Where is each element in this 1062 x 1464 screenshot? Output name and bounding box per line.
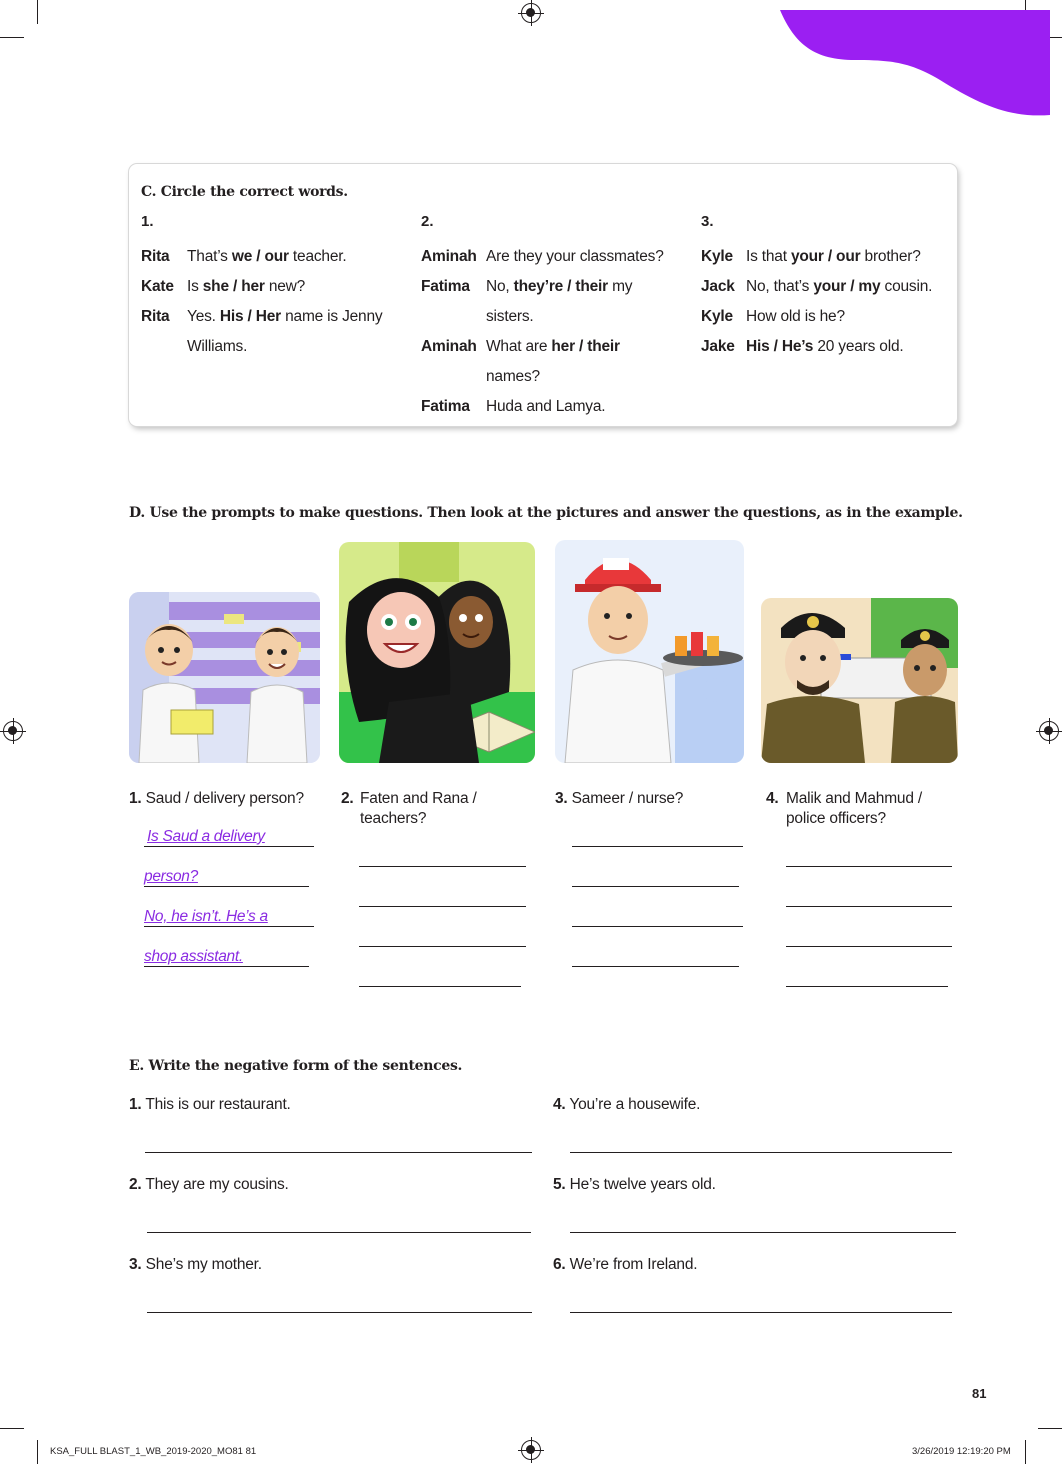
sentence-5: 5. He’s twelve years old. <box>553 1176 716 1193</box>
dialogue-line: Williams. <box>141 332 411 362</box>
circle-option[interactable]: your / my <box>813 278 881 295</box>
speaker-name <box>141 332 187 362</box>
dialogue-line: Fatima No, they’re / their my <box>421 272 691 302</box>
section-d-title: D. Use the prompts to make questions. Then look at the pictures and answer the questions, as in the example. <box>129 505 963 521</box>
speaker-name: Jack <box>701 278 735 295</box>
registration-mark-icon <box>521 1440 541 1460</box>
dialogue-line: Rita Yes. His / Her name is Jenny <box>141 302 411 332</box>
dialogue-line: Jake His / He’s 20 years old. <box>701 332 951 362</box>
purple-corner-decoration <box>780 10 1050 118</box>
answer-line[interactable] <box>570 1152 952 1153</box>
sentence-2: 2. They are my cousins. <box>129 1176 289 1193</box>
answer-line[interactable] <box>572 846 743 847</box>
prompt-3: 3. Sameer / nurse? <box>555 790 684 807</box>
crop-mark <box>37 0 38 24</box>
footer-file-info: KSA_FULL BLAST_1_WB_2019-2020_MO81 81 <box>50 1446 257 1457</box>
registration-mark-icon <box>1039 721 1059 741</box>
answer-line[interactable] <box>786 866 952 867</box>
circle-option[interactable]: your / our <box>790 248 861 265</box>
speaker-name: Kate <box>141 278 174 295</box>
dialogue-line: Kyle Is that your / our brother? <box>701 242 951 272</box>
answer-line[interactable] <box>572 966 739 967</box>
crop-mark <box>1038 1428 1062 1429</box>
speaker-name: Aminah <box>421 338 477 355</box>
circle-option[interactable]: they’re / their <box>513 278 608 295</box>
speaker-name: Fatima <box>421 278 470 295</box>
sentence-3: 3. She’s my mother. <box>129 1256 262 1273</box>
section-c-box <box>129 164 957 426</box>
dialogue-line: Rita That’s we / our teacher. <box>141 242 411 272</box>
answer-line[interactable] <box>786 946 952 947</box>
answer-line[interactable] <box>147 1312 532 1313</box>
sentence-4: 4. You’re a housewife. <box>553 1096 701 1113</box>
dialogue-line: Kyle How old is he? <box>701 302 951 332</box>
circle-option[interactable]: her / their <box>551 338 620 355</box>
speaker-name <box>421 362 486 392</box>
answer-line[interactable] <box>147 1232 531 1233</box>
example-answer-line: No, he isn’t. He’s a <box>144 908 268 925</box>
section-c-column-1 <box>141 212 411 362</box>
answer-line[interactable] <box>786 906 952 907</box>
police-officers-picture <box>761 598 958 763</box>
answer-line[interactable] <box>570 1232 956 1233</box>
waiter-with-tray-picture <box>555 540 744 763</box>
sentence-6: 6. We’re from Ireland. <box>553 1256 698 1273</box>
item-number: 2. <box>421 213 434 230</box>
dialogue-line: Jack No, that’s your / my cousin. <box>701 272 951 302</box>
circle-option[interactable]: His / Her <box>219 308 281 325</box>
answer-line[interactable] <box>359 866 526 867</box>
dialogue-line: names? <box>421 362 691 392</box>
example-answer-line: shop assistant. <box>144 948 243 965</box>
registration-mark-icon <box>3 721 23 741</box>
dialogue-line: Aminah Are they your classmates? <box>421 242 691 272</box>
dialogue-line: Aminah What are her / their <box>421 332 691 362</box>
crop-mark <box>0 1428 24 1429</box>
example-answer-line: person? <box>144 868 198 885</box>
prompt-4: 4. Malik and Mahmud / police officers? <box>766 790 922 827</box>
dialogue-line: Fatima Huda and Lamya. <box>421 392 691 422</box>
speaker-name: Rita <box>141 248 170 265</box>
circle-option[interactable]: His / He’s <box>746 338 814 355</box>
section-c-column-3 <box>701 212 951 362</box>
sentence-1: 1. This is our restaurant. <box>129 1096 291 1113</box>
answer-line[interactable] <box>144 966 309 967</box>
answer-line[interactable] <box>144 886 309 887</box>
speaker-name: Jake <box>701 338 735 355</box>
item-number: 3. <box>701 213 714 230</box>
item-number: 1. <box>141 213 154 230</box>
dialogue-line: Kate Is she / her new? <box>141 272 411 302</box>
answer-line[interactable] <box>572 886 739 887</box>
crop-mark <box>0 37 24 38</box>
answer-line[interactable] <box>359 906 526 907</box>
answer-line[interactable] <box>144 846 314 847</box>
speaker-name: Rita <box>141 308 170 325</box>
answer-line[interactable] <box>144 926 314 927</box>
example-answer-line: Is Saud a delivery <box>147 828 265 845</box>
speaker-name <box>421 302 486 332</box>
answer-line[interactable] <box>359 986 521 987</box>
speaker-name: Fatima <box>421 398 470 415</box>
dialogue-line: sisters. <box>421 302 691 332</box>
registration-mark-icon <box>521 3 541 23</box>
page-number: 81 <box>972 1386 987 1401</box>
circle-option[interactable]: we / our <box>231 248 289 265</box>
prompt-2: 2. Faten and Rana / teachers? <box>341 790 477 827</box>
footer-timestamp: 3/26/2019 12:19:20 PM <box>912 1446 1011 1457</box>
section-c-column-2 <box>421 212 691 422</box>
answer-line[interactable] <box>570 1312 952 1313</box>
two-shop-boys-picture <box>129 592 320 763</box>
answer-line[interactable] <box>145 1152 532 1153</box>
section-c-title: C. Circle the correct words. <box>141 184 348 200</box>
speaker-name: Kyle <box>701 248 733 265</box>
speaker-name: Aminah <box>421 248 477 265</box>
crop-mark <box>37 1440 38 1464</box>
crop-mark <box>1025 1440 1026 1464</box>
section-e-title: E. Write the negative form of the sentences. <box>129 1058 463 1074</box>
answer-line[interactable] <box>786 986 948 987</box>
two-women-reading-picture <box>339 542 535 763</box>
answer-line[interactable] <box>572 926 743 927</box>
circle-option[interactable]: she / her <box>202 278 265 295</box>
prompt-1: 1. Saud / delivery person? <box>129 790 304 807</box>
answer-line[interactable] <box>359 946 526 947</box>
speaker-name: Kyle <box>701 308 733 325</box>
